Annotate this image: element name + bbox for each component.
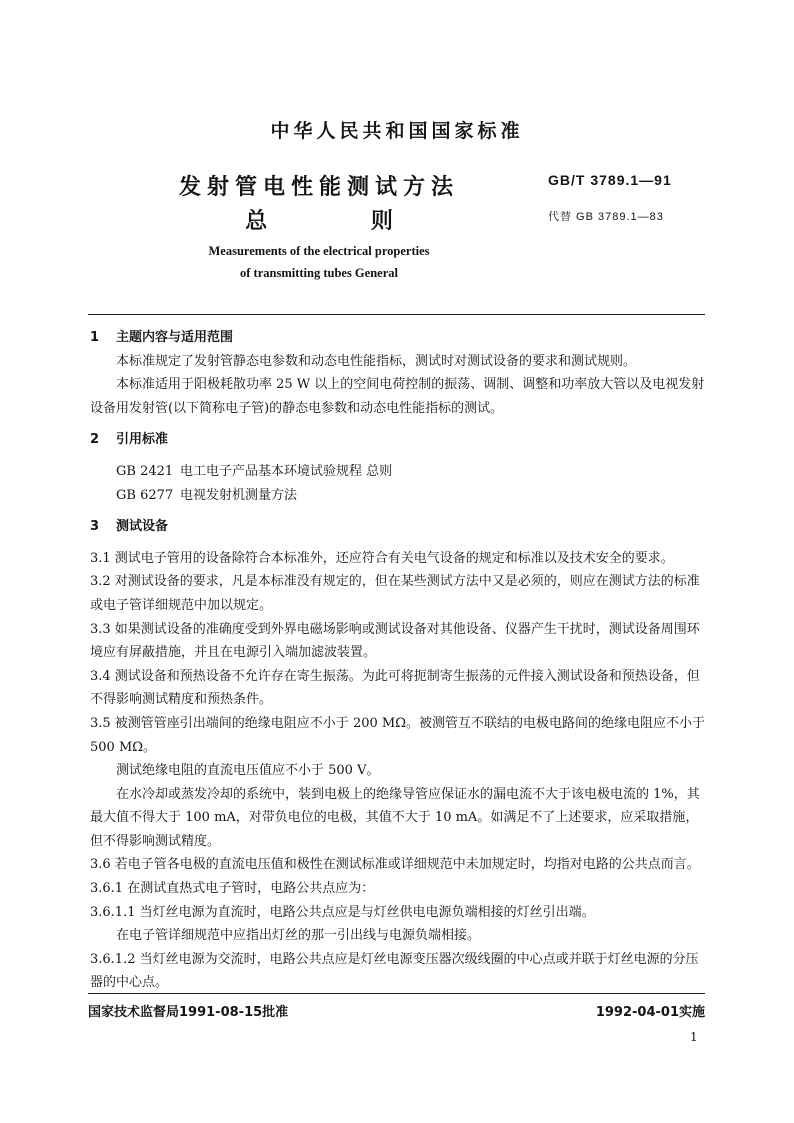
bottom-divider bbox=[88, 993, 705, 994]
reference-item bbox=[90, 484, 705, 508]
approval-date: 国家技术监督局1991-08-15批准 bbox=[88, 1005, 289, 1020]
reference-text: 电工电子产品基本环境试验规程 总则 bbox=[180, 463, 393, 479]
clause-3-5: 3.5 被测管管座引出端间的绝缘电阻应不小于 200 MΩ。被测管互不联结的电极电路间的绝缘电阻应不小于 500 MΩ。 bbox=[90, 715, 705, 755]
section-title: 测试设备 bbox=[116, 519, 169, 535]
implementation-date: 1992-04-01实施 bbox=[595, 1005, 705, 1020]
clause-3-6-1-1: 3.6.1.1 当灯丝电源为直流时，电路公共点应是与灯丝供电电源负端相接的灯丝引出端。 bbox=[90, 904, 595, 920]
reference-item bbox=[90, 460, 705, 484]
section-1-heading bbox=[90, 326, 705, 350]
reference-code: GB 2421 bbox=[116, 463, 174, 479]
document-body bbox=[90, 326, 705, 995]
replaces-standard: 代替 GB 3789.1—83 bbox=[548, 211, 664, 223]
section-number: 1 bbox=[90, 330, 100, 345]
clause-3-6: 3.6 若电子管各电极的直流电压值和极性在测试标准或详细规范中未加规定时，均指对电路的公共点而言。 bbox=[90, 857, 700, 873]
page-number: 1 bbox=[690, 1030, 698, 1044]
section-number: 3 bbox=[90, 519, 100, 535]
reference-code: GB 6277 bbox=[116, 487, 174, 503]
english-title-line2: of transmitting tubes General bbox=[240, 266, 398, 280]
clause-3-3: 3.3 如果测试设备的准确度受到外界电磁场影响或测试设备对其他设备、仪器产生干扰时，测试设备周围环境应有屏蔽措施，并且在电源引入端加滤波装置。 bbox=[90, 621, 700, 661]
section-3-heading bbox=[90, 515, 705, 539]
section-number: 2 bbox=[90, 432, 100, 448]
paragraph: 本标准规定了发射管静态电参数和动态电性能指标，测试时对测试设备的要求和测试规则。 bbox=[116, 353, 637, 369]
paragraph: 在水冷却或蒸发冷却的系统中，装到电极上的绝缘导管应保证水的漏电流不大于该电极电流的 1%，其最大值不得大于 100 mA，对带负电位的电极，其值不大于 10 mA。如满足不了上述要求，应采取措施，但不得影响测试精度。 bbox=[90, 786, 700, 849]
paragraph: 测试绝缘电阻的直流电压值应不小于 500 V。 bbox=[116, 763, 380, 779]
clause-3-6-1-2: 3.6.1.2 当灯丝电源为交流时，电路公共点应是灯丝电源变压器次级线圈的中心点或并联于灯丝电源的分压器的中心点。 bbox=[90, 951, 699, 991]
standard-code: GB/T 3789.1—91 bbox=[548, 172, 672, 188]
top-divider bbox=[88, 314, 705, 315]
clause-3-6-1: 3.6.1 在测试直热式电子管时，电路公共点应为： bbox=[90, 881, 375, 897]
paragraph: 本标准适用于阳极耗散功率 25 W 以上的空间电荷控制的振荡、调制、调整和功率放大管以及电视发射设备用发射管(以下简称电子管)的静态电参数和动态电性能指标的测试。 bbox=[90, 377, 705, 416]
document-subtitle: 总 则 bbox=[245, 209, 441, 234]
clause-3-4: 3.4 测试设备和预热设备不允许存在寄生振荡。为此可将扼制寄生振荡的元件接入测试设备和预热设备，但不得影响测试精度和预热条件。 bbox=[90, 668, 700, 708]
reference-text: 电视发射机测量方法 bbox=[180, 487, 298, 503]
document-title: 发射管电性能测试方法 bbox=[178, 175, 459, 200]
english-title-line1: Measurements of the electrical properties bbox=[208, 244, 430, 258]
section-title: 主题内容与适用范围 bbox=[116, 330, 234, 345]
section-2-heading bbox=[90, 428, 705, 452]
section-title: 引用标准 bbox=[116, 432, 169, 448]
clause-3-2: 3.2 对测试设备的要求，凡是本标准没有规定的，但在某些测试方法中又是必须的，则应在测试方法的标准或电子管详细规范中加以规定。 bbox=[90, 574, 700, 613]
clause-3-1: 3.1 测试电子管用的设备除符合本标准外，还应符合有关电气设备的规定和标准以及技术安全的要求。 bbox=[90, 550, 674, 566]
paragraph: 在电子管详细规范中应指出灯丝的那一引出线与电源负端相接。 bbox=[116, 928, 481, 944]
national-standard-heading: 中华人民共和国国家标准 bbox=[270, 120, 524, 142]
